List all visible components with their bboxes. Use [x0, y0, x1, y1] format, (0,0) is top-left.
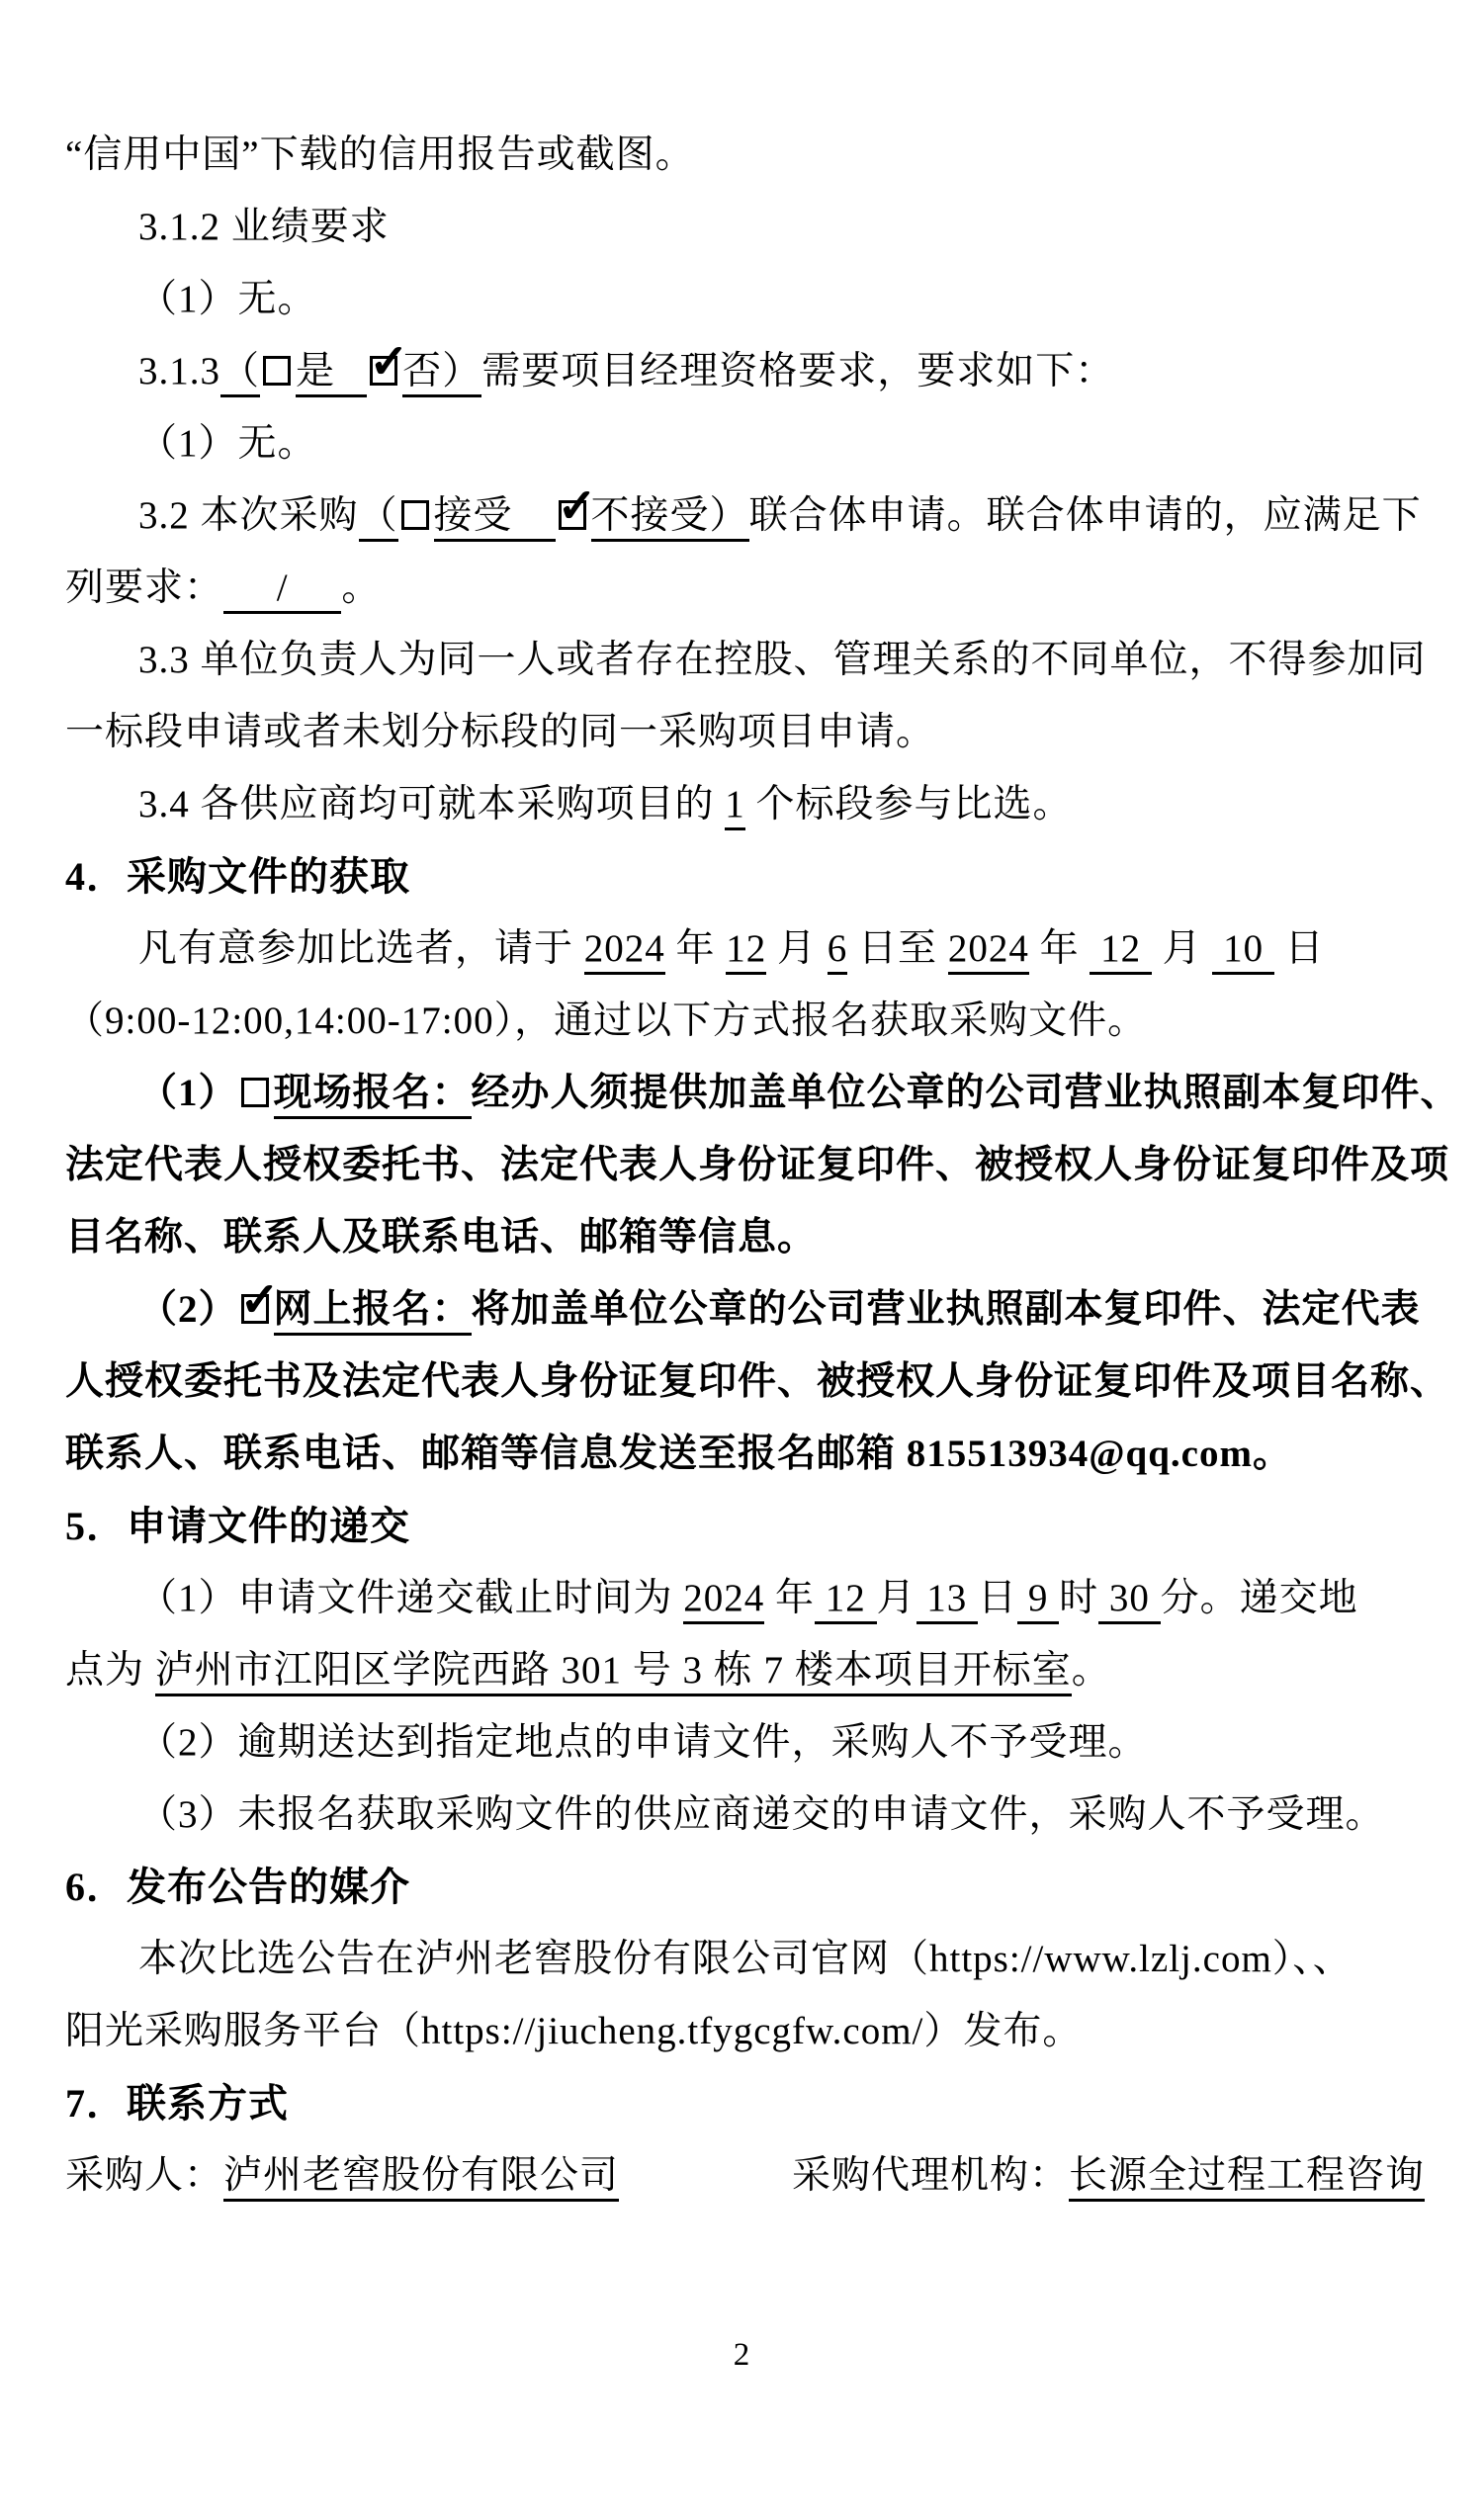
- text-segment: 网上报名：: [274, 1288, 472, 1336]
- text-segment: 长源全过程工程咨询: [1069, 2154, 1425, 2202]
- line-4-2-c: [65, 1418, 1424, 1490]
- text-segment: 12: [1090, 927, 1152, 975]
- text-segment: 12: [815, 1577, 877, 1624]
- text-segment: 12: [726, 927, 766, 975]
- line-4-intro-b: [65, 985, 1424, 1057]
- text-segment: （2）: [138, 1288, 238, 1331]
- line-6-a: [65, 1923, 1424, 1995]
- text-segment: 现场报名：: [274, 1072, 472, 1119]
- line-5-2: [65, 1706, 1424, 1779]
- text-segment: 月: [876, 1577, 916, 1619]
- text-segment: 接受: [434, 494, 556, 542]
- text-segment: 13: [916, 1577, 979, 1624]
- text-segment: 。: [341, 566, 382, 609]
- text-segment: （9:00-12:00,14:00-17:00），通过以下方式报名获取采购文件。: [65, 999, 1148, 1042]
- text-segment: 联系人、联系电话、邮箱等信息发送至报名邮箱 815513934@qq.com。: [65, 1433, 1292, 1475]
- page-number: 2: [733, 2337, 750, 2373]
- text-segment: （1）无。: [138, 278, 317, 320]
- line-3-1-3-item-1: [65, 407, 1424, 479]
- text-segment: 9: [1017, 1577, 1059, 1624]
- text-segment: 采购人：: [65, 2154, 224, 2197]
- text-segment: 7．联系方式: [65, 2081, 289, 2126]
- checkbox-checked-icon: [241, 1294, 269, 1324]
- text-segment: 日至: [847, 927, 948, 970]
- line-6-b: [65, 1995, 1424, 2067]
- line-3-1-2-item-1: [65, 263, 1424, 335]
- text-segment: 30: [1098, 1577, 1161, 1624]
- line-4-1-b: [65, 1129, 1450, 1201]
- line-5-1-a: [65, 1562, 1424, 1634]
- text-segment: 月: [1151, 927, 1213, 970]
- checkbox-checked-icon: [559, 500, 586, 530]
- text-segment: /: [223, 566, 341, 614]
- text-segment: （1）无。: [138, 422, 317, 465]
- text-segment: 否）: [402, 350, 481, 397]
- text-segment: 年: [1028, 927, 1090, 970]
- line-4-intro-a: [65, 912, 1424, 985]
- text-segment: 泸州老窖股份有限公司: [223, 2154, 619, 2202]
- text-segment: 不接受）: [591, 494, 749, 542]
- text-segment: “信用中国”下载的信用报告或截图。: [65, 133, 695, 176]
- text-segment: 采购代理机构：: [792, 2154, 1070, 2197]
- text-segment: 日: [978, 1577, 1018, 1619]
- line-5-1-b: [65, 1634, 1424, 1706]
- text-segment: 日: [1273, 927, 1325, 970]
- text-segment: （2）逾期送达到指定地点的申请文件，采购人不予受理。: [138, 1721, 1148, 1764]
- text-segment: 点为: [65, 1649, 155, 1692]
- text-segment: 年: [664, 927, 727, 970]
- line-credit-report: [65, 119, 1424, 191]
- line-4-2-b: [65, 1346, 1450, 1418]
- text-segment: 1: [725, 783, 745, 830]
- text-segment: （3）未报名获取采购文件的供应商递交的申请文件，采购人不予受理。: [138, 1793, 1385, 1836]
- text-segment: 需要项目经理资格要求，要求如下：: [481, 350, 1115, 392]
- text-segment: 时: [1059, 1577, 1099, 1619]
- line-3-4: [65, 768, 1424, 840]
- text-segment: 本次比选公告在泸州老窖股份有限公司官网（https://www.lzlj.com）、、: [138, 1938, 1352, 1980]
- text-segment: 分。递交地: [1160, 1577, 1358, 1619]
- text-segment: 2024: [683, 1577, 764, 1624]
- text-segment: 经办人须提供加盖单位公章的公司营业执照副本复印件、: [471, 1072, 1460, 1114]
- line-4-2-a: [65, 1273, 1424, 1346]
- heading-5: [65, 1490, 1424, 1562]
- line-3-1-2: [65, 191, 1424, 263]
- heading-6: [65, 1851, 1424, 1923]
- text-segment: 个标段参与比选。: [744, 783, 1073, 826]
- text-segment: （: [220, 350, 260, 397]
- text-segment: 月: [766, 927, 828, 970]
- text-segment: 阳光采购服务平台（https://jiucheng.tfygcgfw.com/）发布。: [65, 2010, 1083, 2052]
- checkbox-unchecked-icon: [401, 500, 429, 530]
- text-segment: （1）: [138, 1072, 238, 1114]
- checkbox-checked-icon: [370, 356, 397, 386]
- line-3-2-a: [65, 479, 1424, 552]
- text-segment: 3.2 本次采购: [138, 494, 359, 537]
- text-segment: 目名称、联系人及联系电话、邮箱等信息。: [65, 1216, 818, 1259]
- line-3-3-a: [65, 624, 1427, 696]
- text-segment: 6．发布公告的媒介: [65, 1865, 410, 1909]
- line-3-3-b: [65, 696, 1424, 768]
- line-4-1-a: [65, 1057, 1460, 1129]
- text-segment: 联合体申请。联合体申请的，应满足下: [748, 494, 1422, 537]
- heading-7: [65, 2067, 1424, 2139]
- text-segment: 5．申请文件的递交: [65, 1504, 410, 1548]
- text-segment: 10: [1212, 927, 1274, 975]
- text-segment: 4．采购文件的获取: [65, 854, 410, 899]
- line-7-contacts: [65, 2139, 1424, 2212]
- text-segment: 是: [296, 350, 367, 397]
- text-segment: 凡有意参加比选者，请于: [138, 927, 584, 970]
- text-segment: 人授权委托书及法定代表人身份证复印件、被授权人身份证复印件及项目名称、: [65, 1360, 1450, 1403]
- text-segment: 。: [1071, 1649, 1111, 1692]
- text-segment: （1）申请文件递交截止时间为: [138, 1577, 684, 1619]
- checkbox-unchecked-icon: [263, 356, 291, 386]
- text-segment: 泸州市江阳区学院西路 301 号 3 栋 7 楼本项目开标室: [155, 1649, 1072, 1696]
- text-segment: 3.4 各供应商均可就本采购项目的: [138, 783, 726, 826]
- text-segment: 3.3 单位负责人为同一人或者存在控股、管理关系的不同单位，不得参加同: [138, 639, 1427, 681]
- text-segment: 6: [828, 927, 848, 975]
- text-segment: 法定代表人授权委托书、法定代表人身份证复印件、被授权人身份证复印件及项: [65, 1144, 1450, 1186]
- text-segment: 年: [764, 1577, 816, 1619]
- text-segment: 一标段申请或者未划分标段的同一采购项目申请。: [65, 711, 936, 753]
- text-segment: （: [359, 494, 398, 542]
- text-segment: 2024: [584, 927, 665, 975]
- line-3-2-b: [65, 552, 1424, 624]
- text-segment: 3.1.2 业绩要求: [138, 206, 390, 248]
- text-segment: 2024: [948, 927, 1029, 975]
- text-segment: 3.1.3: [138, 350, 220, 392]
- line-5-3: [65, 1779, 1424, 1851]
- text-segment: 列要求：: [65, 566, 224, 609]
- heading-4: [65, 840, 1424, 912]
- checkbox-unchecked-icon: [241, 1078, 269, 1107]
- line-4-1-c: [65, 1201, 1424, 1273]
- line-3-1-3: [65, 335, 1424, 407]
- text-segment: 将加盖单位公章的公司营业执照副本复印件、法定代表: [471, 1288, 1421, 1331]
